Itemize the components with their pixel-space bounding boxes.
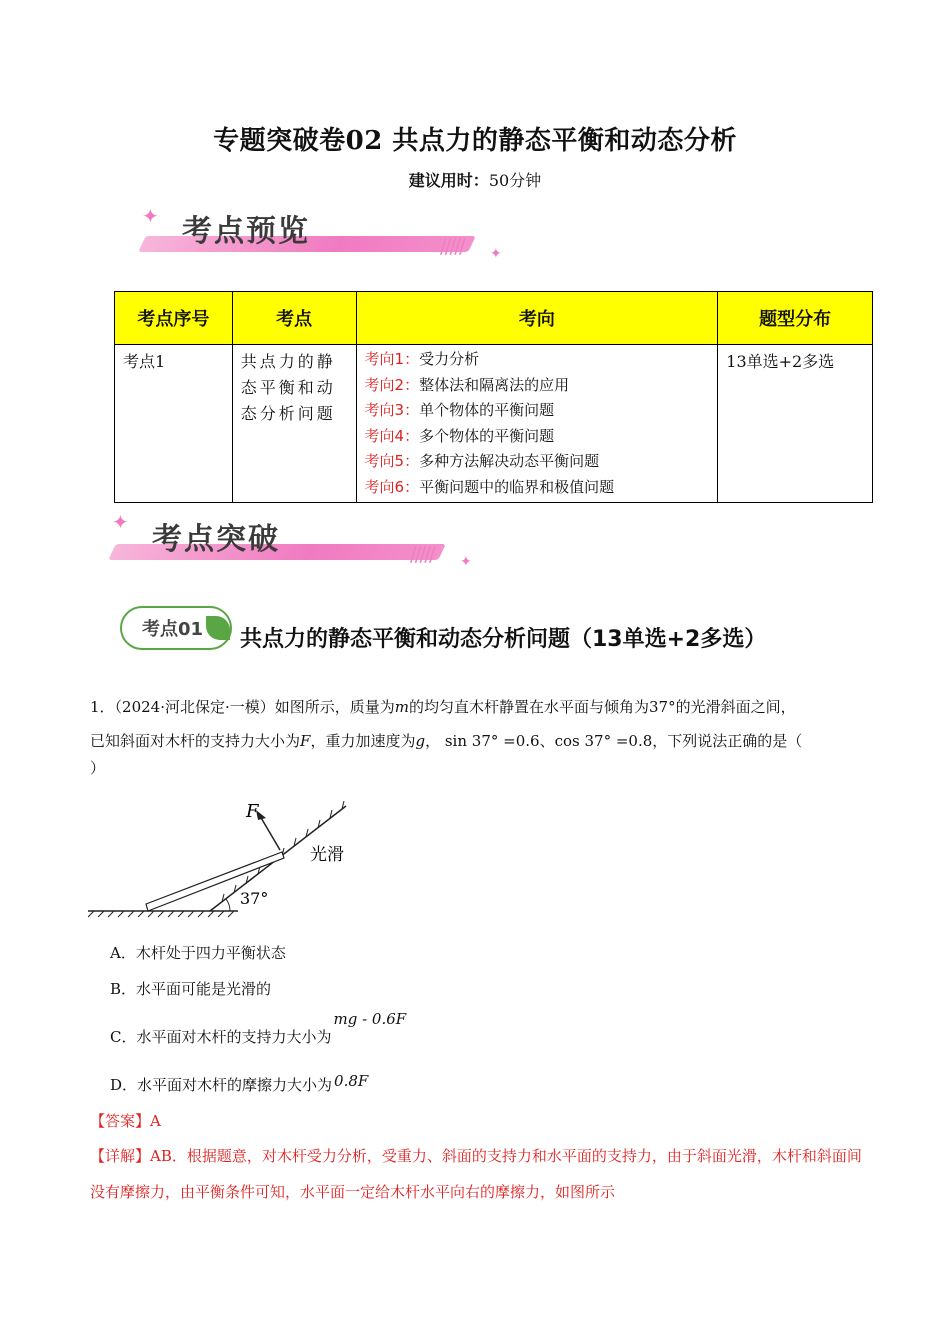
detail-explanation: 【详解】AB．根据题意，对木杆受力分析，受重力、斜面的支持力和水平面的支持力，由于斜面光滑，木杆和斜面间没有摩擦力，由平衡条件可知，水平面一定给木杆水平向右的摩擦力，如图所示 (90, 1147, 862, 1201)
force-arrow (260, 816, 280, 850)
cell-number: 考点1 (115, 345, 233, 503)
direction-item: 考向6：平衡问题中的临界和极值问题 (364, 477, 615, 496)
document-title: 专题突破卷02 共点力的静态平衡和动态分析 (213, 126, 737, 156)
header-distribution: 题型分布 (718, 292, 873, 345)
direction-item: 考向2：整体法和隔离法的应用 (364, 375, 570, 394)
table-header-row (115, 292, 873, 345)
direction-item: 考向4：多个物体的平衡问题 (364, 426, 555, 445)
suggested-time-value: 50分钟 (488, 171, 542, 190)
option-c: C．水平面对木杆的支持力大小为mg - 0.6F (110, 1010, 407, 1046)
banner-label: 考点预览 (182, 214, 310, 249)
sparkle-icon: ✦ (460, 554, 472, 570)
direction-item: 考向5：多种方法解决动态平衡问题 (364, 452, 600, 470)
suggested-time (0, 168, 950, 191)
angle-label: 37° (240, 889, 269, 908)
section-banner-preview (128, 206, 528, 276)
option-b: B．水平面可能是光滑的 (110, 980, 272, 998)
cell-distribution: 13单选+2多选 (718, 345, 873, 503)
sparkle-icon: ✦ (112, 510, 129, 534)
option-d: D．水平面对木杆的摩擦力大小为 0.8F (110, 1072, 369, 1094)
header-direction: 考向 (356, 292, 718, 345)
sparkle-icon: ✦ (142, 204, 159, 228)
incline-figure (88, 798, 368, 918)
banner-slashes: ///// (440, 234, 464, 258)
option-a: A．木杆处于四力平衡状态 (110, 944, 286, 962)
option-d-expression: 0.8F (334, 1072, 369, 1090)
question-line: 1．（2024·河北保定·一模）如图所示，质量为m的均匀直木杆静置在水平面与倾角为37°的光滑斜面之间， (90, 698, 796, 716)
answer: 【答案】A (90, 1112, 161, 1130)
table-row (115, 345, 873, 503)
suggested-time-label: 建议用时： (408, 171, 489, 190)
direction-item: 考向3：单个物体的平衡问题 (364, 401, 555, 419)
overview-table (114, 291, 873, 503)
angle-arc (226, 899, 230, 911)
banner-slashes: ///// (410, 542, 434, 566)
section-banner-breakthrough (98, 510, 498, 584)
header-topic: 考点 (232, 292, 356, 345)
banner-label: 考点突破 (152, 522, 280, 557)
cell-topic: 共点力的静态平衡和动态分析问题 (232, 345, 356, 503)
section-title: 共点力的静态平衡和动态分析问题（13单选+2多选） (240, 627, 767, 652)
question-stem (90, 690, 870, 778)
cell-directions (356, 345, 718, 503)
topic-badge-label: 考点01 (142, 619, 204, 640)
direction-item: 考向1：受力分析 (364, 350, 480, 368)
force-label: F (246, 801, 259, 822)
option-c-expression: mg - 0.6F (333, 1010, 407, 1028)
question-line: ） (90, 759, 106, 777)
smooth-label: 光滑 (310, 845, 344, 865)
question-line: 已知斜面对木杆的支持力大小为F，重力加速度为g， sin 37° =0.6、cos 37° =0.8，下列说法正确的是（ (90, 732, 803, 750)
ground-hatch (88, 911, 234, 917)
header-number: 考点序号 (115, 292, 233, 345)
sparkle-icon: ✦ (490, 246, 502, 262)
